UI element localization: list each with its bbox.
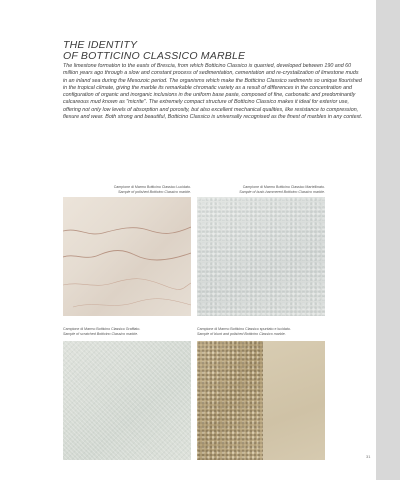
caption-italian: Campione di Marmo Botticino Classico Lucidato. [113,185,191,189]
marble-veins [63,197,191,316]
polished-texture-area [263,341,325,460]
caption-italian: Campione di Marmo Botticino Classico Martellinato. [242,185,325,189]
body-paragraph: The limestone formation to the easts of Brescia, from which Botticino Classico is quarried, developed between 190 and 60 million years ago through a slow and constant process of sedimentation, cementation and re-crystalization of limestone muds in an inland sea during the Mesozoic period. The organisms which make the Botticino Classico sediments so unique flourished in the tropical climate, giving the marble its remarkable chromatic variety as a result of differences in the concentration and configuration of organic and inorganic inclusions in the uniform base paste, composed of fine, carbonatic and predominantly calcareous mud known as "micrite". The extremely compact structure of Botticino Classico makes it ideal for exterior use, offering not only low levels of absorption and porosity, but also excellent mechanical qualities, like resistance to compression, flexure and wear. Both strong and beautiful, Botticino Classico is universally recognised as the finest of marbles in any context. [63,63,363,121]
title-line-2: OF BOTTICINO CLASSICO MARBLE [63,50,246,62]
blunt-polished-marble-sample-image [197,341,325,460]
caption-english: Sample of scratched Botticino Classico marble. [63,332,139,336]
page-title [63,40,363,62]
sample-caption-bush-hammered [197,185,325,195]
sample-caption-polished [63,185,191,195]
caption-english: Sample of bush-hammered Botticino Classico marble. [239,190,325,194]
caption-italian: Campione di Marmo Botticino Classico spuntato e lucidato. [197,327,291,331]
blunt-texture-area [197,341,263,460]
scrollbar[interactable] [376,0,400,480]
scratched-marble-sample-image [63,341,191,460]
title-line-1: THE IDENTITY [63,39,138,51]
caption-english: Sample of blunt and polished Botticino Classico marble. [197,332,286,336]
sample-caption-scratched [63,327,191,337]
sample-caption-blunt-polished [197,327,325,337]
bush-hammered-marble-sample-image [197,197,325,316]
page-number: 31 [366,454,371,459]
polished-marble-sample-image [63,197,191,316]
caption-english: Sample of polished Botticino Classico marble. [118,190,191,194]
caption-italian: Campione di Marmo Botticino Classico Graffiato. [63,327,141,331]
